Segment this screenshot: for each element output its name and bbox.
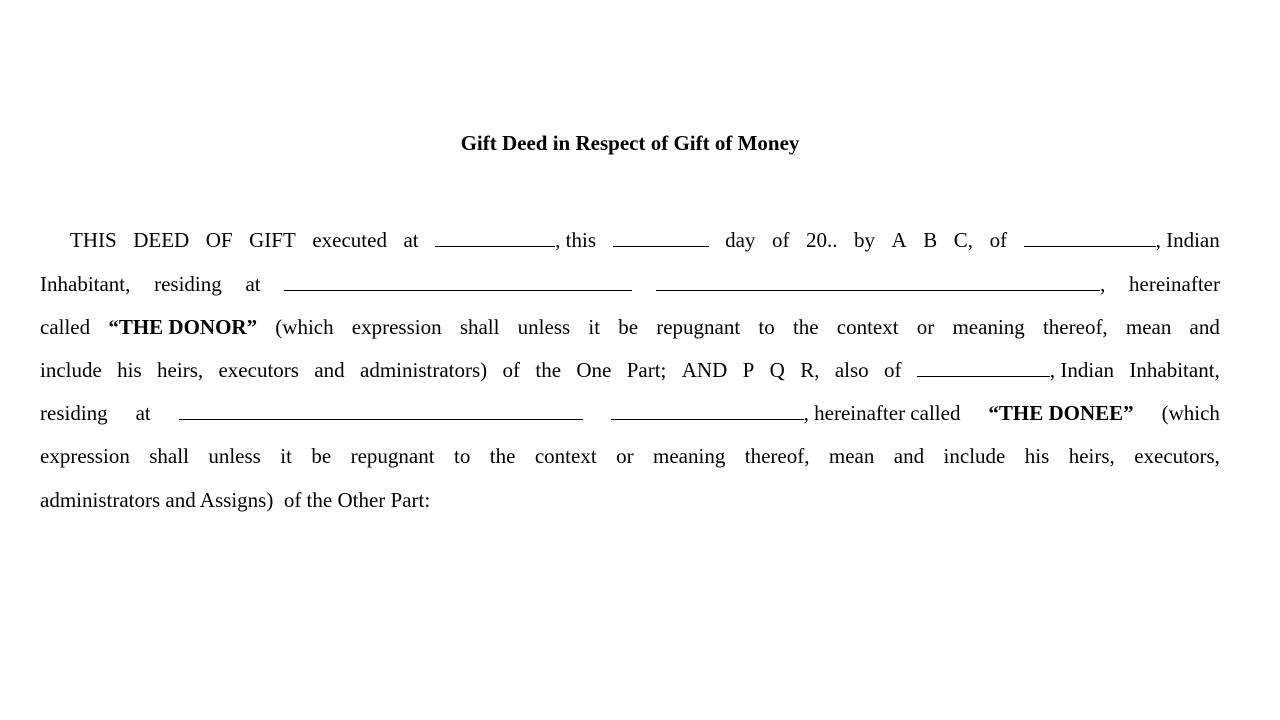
text: B xyxy=(923,228,938,252)
text: THIS xyxy=(70,228,117,252)
text: expression xyxy=(40,444,130,468)
text: to xyxy=(758,315,775,339)
text: the xyxy=(535,358,562,382)
text: Inhabitant, xyxy=(40,272,131,296)
text: , xyxy=(1100,272,1106,296)
text: called xyxy=(40,315,91,339)
paragraph-line-2 xyxy=(40,270,1220,298)
text: executors xyxy=(218,358,299,382)
document-title: Gift Deed in Respect of Gift of Money xyxy=(460,131,800,155)
text: administrators) xyxy=(360,358,488,382)
text: and xyxy=(893,444,925,468)
text: C, xyxy=(953,228,974,252)
text: by xyxy=(854,228,875,252)
text: be xyxy=(618,315,639,339)
text: at xyxy=(135,401,151,425)
text: Inhabitant, xyxy=(1129,358,1220,382)
execution-place-blank[interactable] xyxy=(435,228,555,247)
donor-place-blank[interactable] xyxy=(1024,228,1156,247)
day-blank[interactable] xyxy=(613,228,709,247)
text: include xyxy=(40,358,102,382)
paragraph-line-7: administrators and Assigns) of the Other Part: xyxy=(40,488,431,512)
text: expression xyxy=(351,315,442,339)
text: include xyxy=(943,444,1006,468)
donee-label: “THE DONEE” xyxy=(988,401,1134,425)
text: of xyxy=(989,228,1008,252)
text: mean xyxy=(828,444,875,468)
text: executed xyxy=(312,228,387,252)
text: of xyxy=(771,228,790,252)
text: of xyxy=(502,358,520,382)
text: , this xyxy=(555,228,597,252)
text: of xyxy=(884,358,902,382)
text: , hereinafter called xyxy=(803,401,961,425)
text: OF xyxy=(205,228,233,252)
donor-address-blank-1[interactable] xyxy=(284,272,632,291)
text: hereinafter xyxy=(1129,272,1220,296)
text: One xyxy=(576,358,612,382)
text: AND xyxy=(681,358,728,382)
paragraph-line-3 xyxy=(40,313,1220,341)
text: it xyxy=(588,315,601,339)
text: , Indian xyxy=(1049,358,1115,382)
text: thereof, xyxy=(744,444,810,468)
text: Q xyxy=(769,358,785,382)
text: DEED xyxy=(133,228,190,252)
text: at xyxy=(245,272,261,296)
text: to xyxy=(454,444,471,468)
text: repugnant xyxy=(656,315,741,339)
text: his xyxy=(117,358,142,382)
text: heirs, xyxy=(1068,444,1115,468)
paragraph-line-4 xyxy=(40,356,1220,384)
text: executors, xyxy=(1134,444,1220,468)
text: unless xyxy=(517,315,571,339)
text: thereof, xyxy=(1042,315,1108,339)
text: , Indian xyxy=(1155,228,1220,252)
donor-address-blank-2[interactable] xyxy=(656,272,1100,291)
text: shall xyxy=(459,315,500,339)
text: and xyxy=(1189,315,1220,339)
donee-address-blank-1[interactable] xyxy=(179,401,583,420)
donee-address-blank-2[interactable] xyxy=(611,401,804,420)
text: the xyxy=(489,444,516,468)
text: 20.. xyxy=(805,228,838,252)
text: Part; xyxy=(626,358,667,382)
text: and xyxy=(314,358,345,382)
text: context xyxy=(836,315,899,339)
text: P xyxy=(742,358,755,382)
paragraph-line-5 xyxy=(40,399,1220,427)
text: R, xyxy=(800,358,820,382)
text: his xyxy=(1024,444,1050,468)
text: also xyxy=(834,358,869,382)
text: unless xyxy=(208,444,261,468)
text: repugnant xyxy=(350,444,435,468)
text: mean xyxy=(1125,315,1172,339)
text: GIFT xyxy=(249,228,296,252)
text: the xyxy=(792,315,819,339)
donor-label: “THE DONOR” xyxy=(108,315,258,339)
text: (which xyxy=(1161,401,1220,425)
paragraph-line-1 xyxy=(70,226,1220,254)
text: be xyxy=(311,444,332,468)
text: residing xyxy=(154,272,222,296)
text: residing xyxy=(40,401,108,425)
text: meaning xyxy=(653,444,726,468)
text: (which xyxy=(275,315,334,339)
text: A xyxy=(891,228,907,252)
text: at xyxy=(403,228,419,252)
paragraph-line-6 xyxy=(40,442,1220,470)
text: day xyxy=(725,228,756,252)
text: heirs, xyxy=(157,358,204,382)
text: it xyxy=(280,444,292,468)
text: or xyxy=(616,444,634,468)
text: context xyxy=(534,444,597,468)
text: shall xyxy=(149,444,189,468)
text: or xyxy=(916,315,935,339)
text: meaning xyxy=(952,315,1025,339)
donee-place-blank[interactable] xyxy=(917,358,1050,377)
